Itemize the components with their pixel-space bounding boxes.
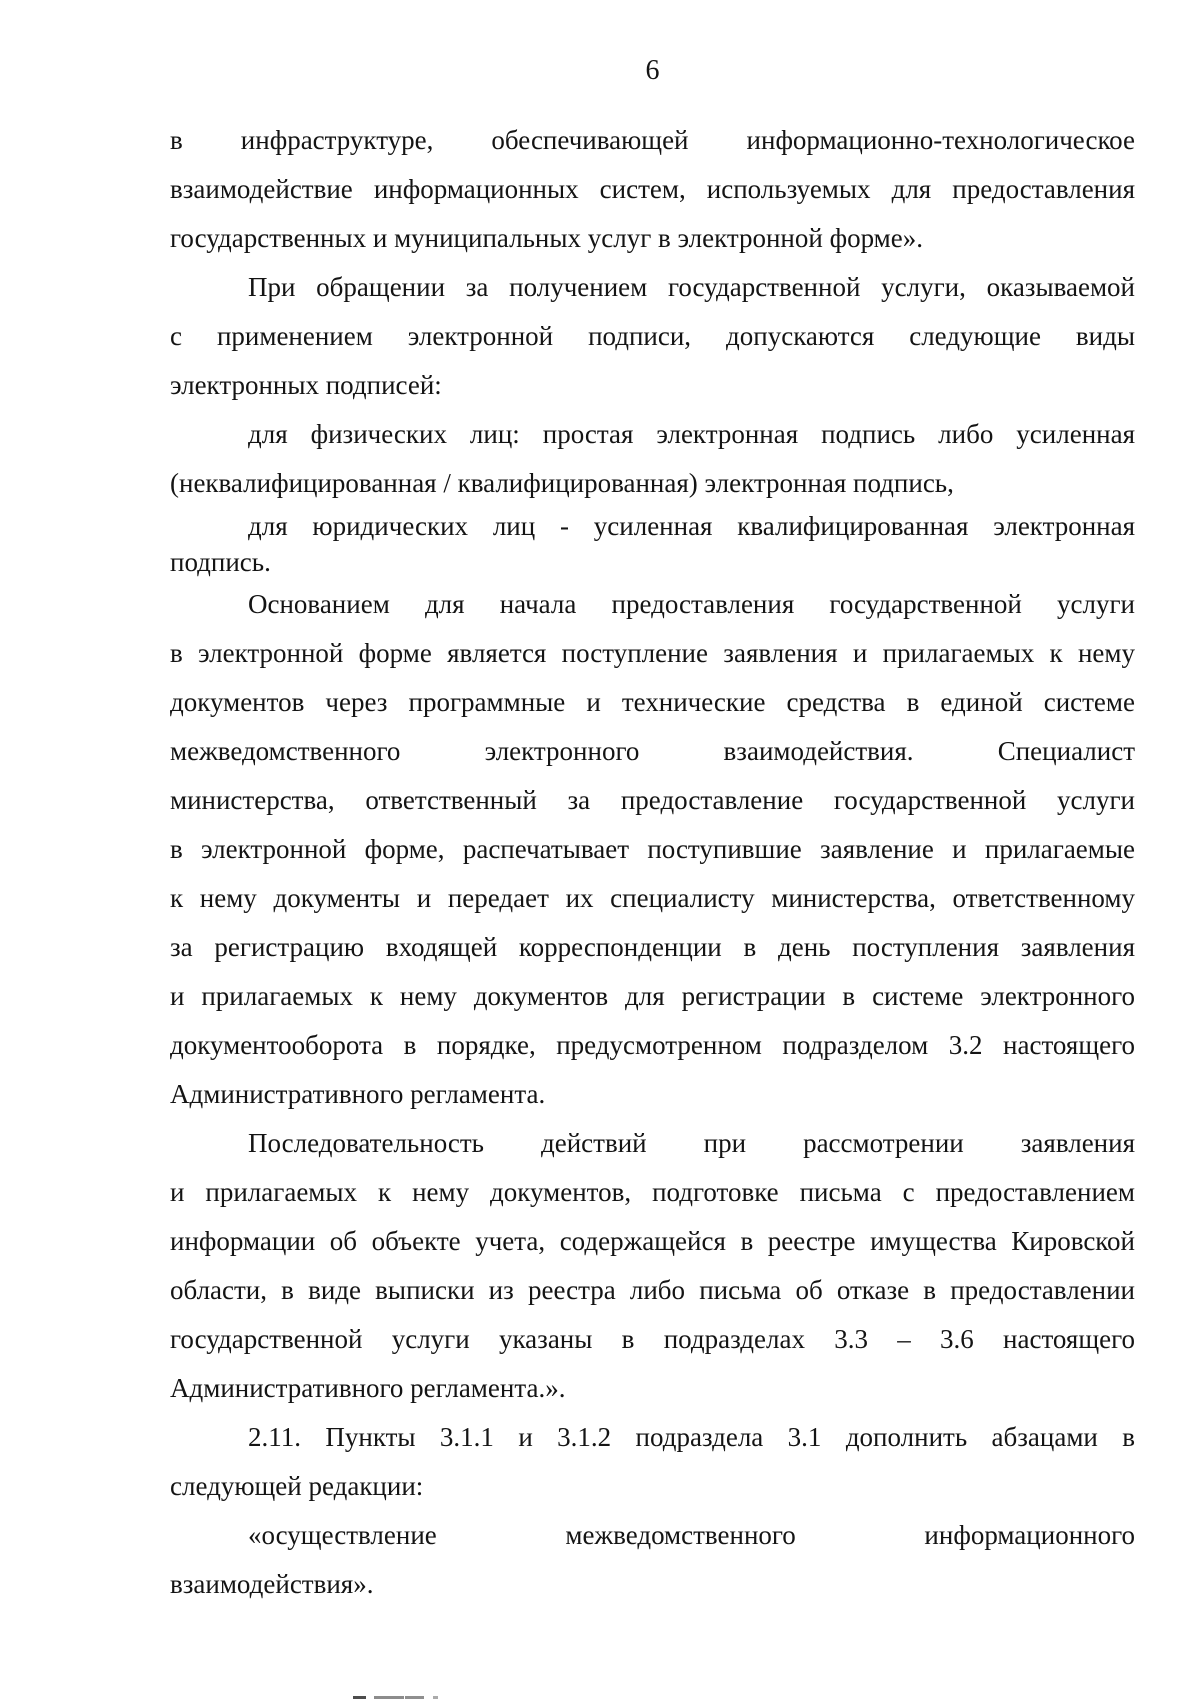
document-body bbox=[170, 116, 1135, 1609]
text-line: государственных и муниципальных услуг в электронной форме». bbox=[170, 223, 923, 253]
text-line: электронных подписей: bbox=[170, 370, 442, 400]
scan-artifact-segment bbox=[433, 1696, 438, 1699]
text-line: Последовательность действий при рассмотрении заявления bbox=[248, 1128, 1135, 1158]
text-line: Административного регламента.». bbox=[170, 1373, 566, 1403]
text-line: информации об объекте учета, содержащейся в реестре имущества Кировской bbox=[170, 1226, 1135, 1256]
text-line: подпись. bbox=[170, 547, 271, 577]
paragraph bbox=[170, 116, 1135, 263]
paragraph bbox=[170, 1119, 1135, 1413]
text-line: министерства, ответственный за предоставление государственной услуги bbox=[170, 785, 1135, 815]
text-line: взаимодействие информационных систем, используемых для предоставления bbox=[170, 174, 1135, 204]
text-line: следующей редакции: bbox=[170, 1471, 424, 1501]
text-line: Административного регламента. bbox=[170, 1079, 546, 1109]
paragraph bbox=[170, 1511, 1135, 1609]
text-line: взаимодействия». bbox=[170, 1569, 374, 1599]
text-line: для юридических лиц - усиленная квалифицированная электронная bbox=[248, 511, 1135, 541]
paragraph bbox=[170, 410, 1135, 508]
text-line: и прилагаемых к нему документов, подготовке письма с предоставлением bbox=[170, 1177, 1135, 1207]
paragraph bbox=[170, 508, 1135, 580]
scan-artifact bbox=[0, 1696, 1200, 1700]
text-line: области, в виде выписки из реестра либо письма об отказе в предоставлении bbox=[170, 1275, 1135, 1305]
text-line: в инфраструктуре, обеспечивающей информационно-технологическое bbox=[170, 125, 1135, 155]
text-line: в электронной форме, распечатывает поступившие заявление и прилагаемые bbox=[170, 834, 1135, 864]
text-line: (неквалифицированная / квалифицированная) электронная подпись, bbox=[170, 468, 954, 498]
paragraph bbox=[170, 1413, 1135, 1511]
text-line: за регистрацию входящей корреспонденции в день поступления заявления bbox=[170, 932, 1135, 962]
text-line: в электронной форме является поступление заявления и прилагаемых к нему bbox=[170, 638, 1135, 668]
text-line: «осуществление межведомственного информационного bbox=[248, 1520, 1135, 1550]
text-line: государственной услуги указаны в подразделах 3.3 – 3.6 настоящего bbox=[170, 1324, 1135, 1354]
text-line: Основанием для начала предоставления государственной услуги bbox=[248, 589, 1135, 619]
scan-artifact-segment bbox=[405, 1696, 424, 1699]
text-line: документов через программные и технические средства в единой системе bbox=[170, 687, 1135, 717]
text-line: к нему документы и передает их специалисту министерства, ответственному bbox=[170, 883, 1135, 913]
page-number: 6 bbox=[645, 55, 660, 86]
text-line: с применением электронной подписи, допускаются следующие виды bbox=[170, 321, 1135, 351]
scan-artifact-segment bbox=[374, 1696, 404, 1699]
text-line: и прилагаемых к нему документов для регистрации в системе электронного bbox=[170, 981, 1135, 1011]
paragraph bbox=[170, 263, 1135, 410]
text-line: документооборота в порядке, предусмотренном подразделом 3.2 настоящего bbox=[170, 1030, 1135, 1060]
paragraph bbox=[170, 580, 1135, 1119]
text-line: межведомственного электронного взаимодействия. Специалист bbox=[170, 736, 1135, 766]
text-line: При обращении за получением государственной услуги, оказываемой bbox=[248, 272, 1135, 302]
text-line: для физических лиц: простая электронная подпись либо усиленная bbox=[248, 419, 1135, 449]
scan-artifact-segment bbox=[353, 1696, 366, 1699]
text-line: 2.11. Пункты 3.1.1 и 3.1.2 подраздела 3.1 дополнить абзацами в bbox=[248, 1422, 1135, 1452]
